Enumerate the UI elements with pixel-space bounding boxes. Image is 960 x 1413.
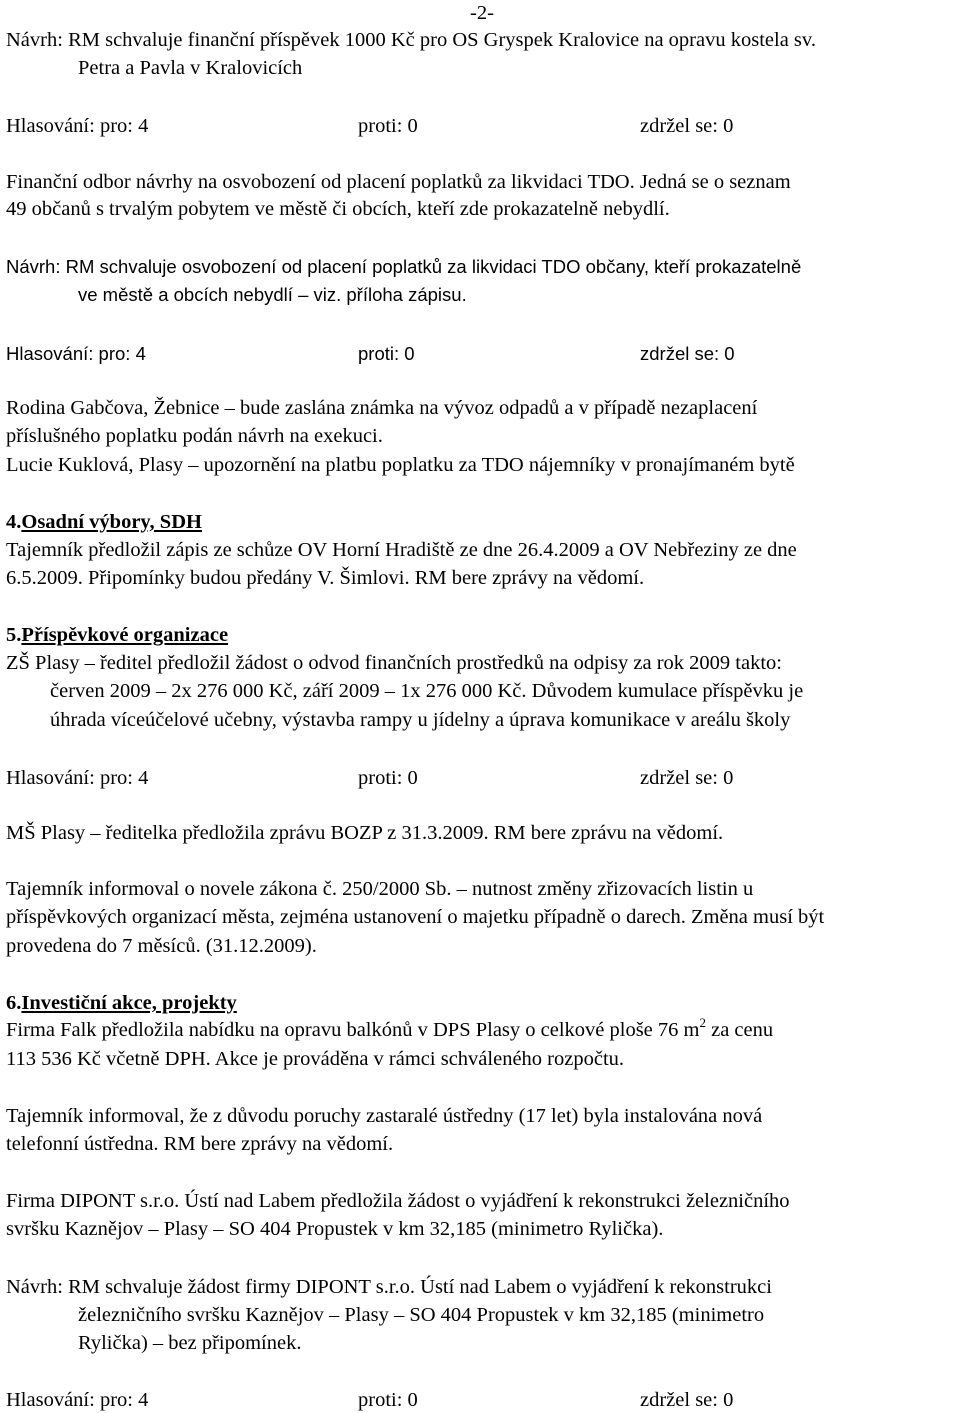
vote-abstain: zdržel se: 0 [640,115,734,137]
proposal-1 [6,30,816,51]
vote-for: Hlasování: pro: 4 [6,115,149,137]
section-5-title: Příspěvkové organizace [21,624,229,646]
proposal-prefix: Návrh: [6,256,61,277]
gabcova-line2: příslušného poplatku podán návrh na exekuci. [6,425,383,447]
vote-against: proti: 0 [358,767,418,789]
zs-line3: úhrada víceúčelové učebny, výstavba rampy u jídelny a úprava komunikace v areálu školy [50,709,791,731]
section-4-line2: 6.5.2009. Připomínky budou předány V. Šimlovi. RM bere zprávy na vědomí. [6,567,645,589]
vote-for: Hlasování: pro: 4 [6,767,149,789]
section-4-title: Osadní výbory, SDH [21,511,202,533]
proposal-2 [6,258,801,277]
vote-abstain: zdržel se: 0 [640,343,735,364]
proposal-2-text: RM schvaluje osvobození od placení poplatků za likvidaci TDO občany, kteří prokazatelně [65,256,802,277]
section-5-heading [6,625,228,646]
vote-abstain: zdržel se: 0 [640,767,734,789]
law-line1: Tajemník informoval o novele zákona č. 250/2000 Sb. – nutnost změny zřizovacích listin u [6,878,754,900]
ms-line: MŠ Plasy – ředitelka předložila zprávu BOZP z 31.3.2009. RM bere zprávu na vědomí. [6,822,724,844]
finance-para-line1: Finanční odbor návrhy na osvobození od placení poplatků za likvidaci TDO. Jedná se o seznam [6,171,791,193]
vote-abstain: zdržel se: 0 [640,1389,734,1411]
proposal-2-cont: ve městě a obcích nebydlí – viz. příloha zápisu. [78,284,467,305]
falk-line2: 113 536 Kč včetně DPH. Akce je prováděna v rámci schváleného rozpočtu. [6,1048,625,1070]
proposal-prefix: Návrh: [6,29,63,51]
tel-line1: Tajemník informoval, že z důvodu poruchy zastaralé ústředny (17 let) byla instalována nová [6,1105,763,1127]
proposal-1-text: RM schvaluje finanční příspěvek 1000 Kč pro OS Gryspek Kralovice na opravu kostela sv. [68,29,816,51]
proposal-3 [6,1277,772,1298]
section-4-line1: Tajemník předložil zápis ze schůze OV Horní Hradiště ze dne 26.4.2009 a OV Nebřeziny ze dne [6,539,797,561]
proposal-prefix: Návrh: [6,1276,63,1298]
falk-text-end: za cenu [705,1019,774,1041]
section-6-number: 6. [6,992,22,1014]
proposal-3-line3: Rylička) – bez připomínek. [78,1332,302,1354]
page-number: -2- [470,2,494,24]
dipont-line2: svršku Kaznějov – Plasy – SO 404 Propustek v km 32,185 (minimetro Rylička). [6,1218,664,1240]
vote-for: Hlasování: pro: 4 [6,343,146,364]
zs-line1: ZŠ Plasy – ředitel předložil žádost o odvod finančních prostředků na odpisy za rok 2009 takto: [6,652,782,674]
tel-line2: telefonní ústředna. RM bere zprávy na vědomí. [6,1133,394,1155]
finance-para-line2: 49 občanů s trvalým pobytem ve městě či obcích, kteří zde prokazatelně nebydlí. [6,198,670,220]
vote-against: proti: 0 [358,1389,418,1411]
falk-text: Firma Falk předložila nabídku na opravu balkónů v DPS Plasy o celkové ploše 76 m [6,1019,700,1041]
proposal-3-line2: železničního svršku Kaznějov – Plasy – SO 404 Propustek v km 32,185 (minimetro [78,1304,765,1326]
proposal-1-cont: Petra a Pavla v Kralovicích [78,57,303,79]
falk-line1 [6,1015,774,1041]
dipont-line1: Firma DIPONT s.r.o. Ústí nad Labem předložila žádost o vyjádření k rekonstrukci železničního [6,1190,790,1212]
falk-superscript: 2 [699,1015,706,1030]
vote-for: Hlasování: pro: 4 [6,1389,149,1411]
law-line2: příspěvkových organizací města, zejména ustanovení o majetku případně o darech. Změna musí být [6,906,825,928]
section-4-heading [6,512,202,533]
zs-line2: červen 2009 – 2x 276 000 Kč, září 2009 – 1x 276 000 Kč. Důvodem kumulace příspěvku je [50,680,804,702]
gabcova-line1: Rodina Gabčova, Žebnice – bude zaslána známka na vývoz odpadů a v případě nezaplacení [6,397,758,419]
kuklova-line: Lucie Kuklová, Plasy – upozornění na platbu poplatku za TDO nájemníky v pronajímaném bytě [6,454,795,476]
vote-against: proti: 0 [358,115,418,137]
vote-against: proti: 0 [358,343,415,364]
section-6-title: Investiční akce, projekty [21,992,237,1014]
section-6-heading [6,993,237,1014]
section-4-number: 4. [6,511,22,533]
proposal-3-text: RM schvaluje žádost firmy DIPONT s.r.o. Ústí nad Labem o vyjádření k rekonstrukci [68,1276,772,1298]
law-line3: provedena do 7 měsíců. (31.12.2009). [6,935,317,957]
section-5-number: 5. [6,624,22,646]
